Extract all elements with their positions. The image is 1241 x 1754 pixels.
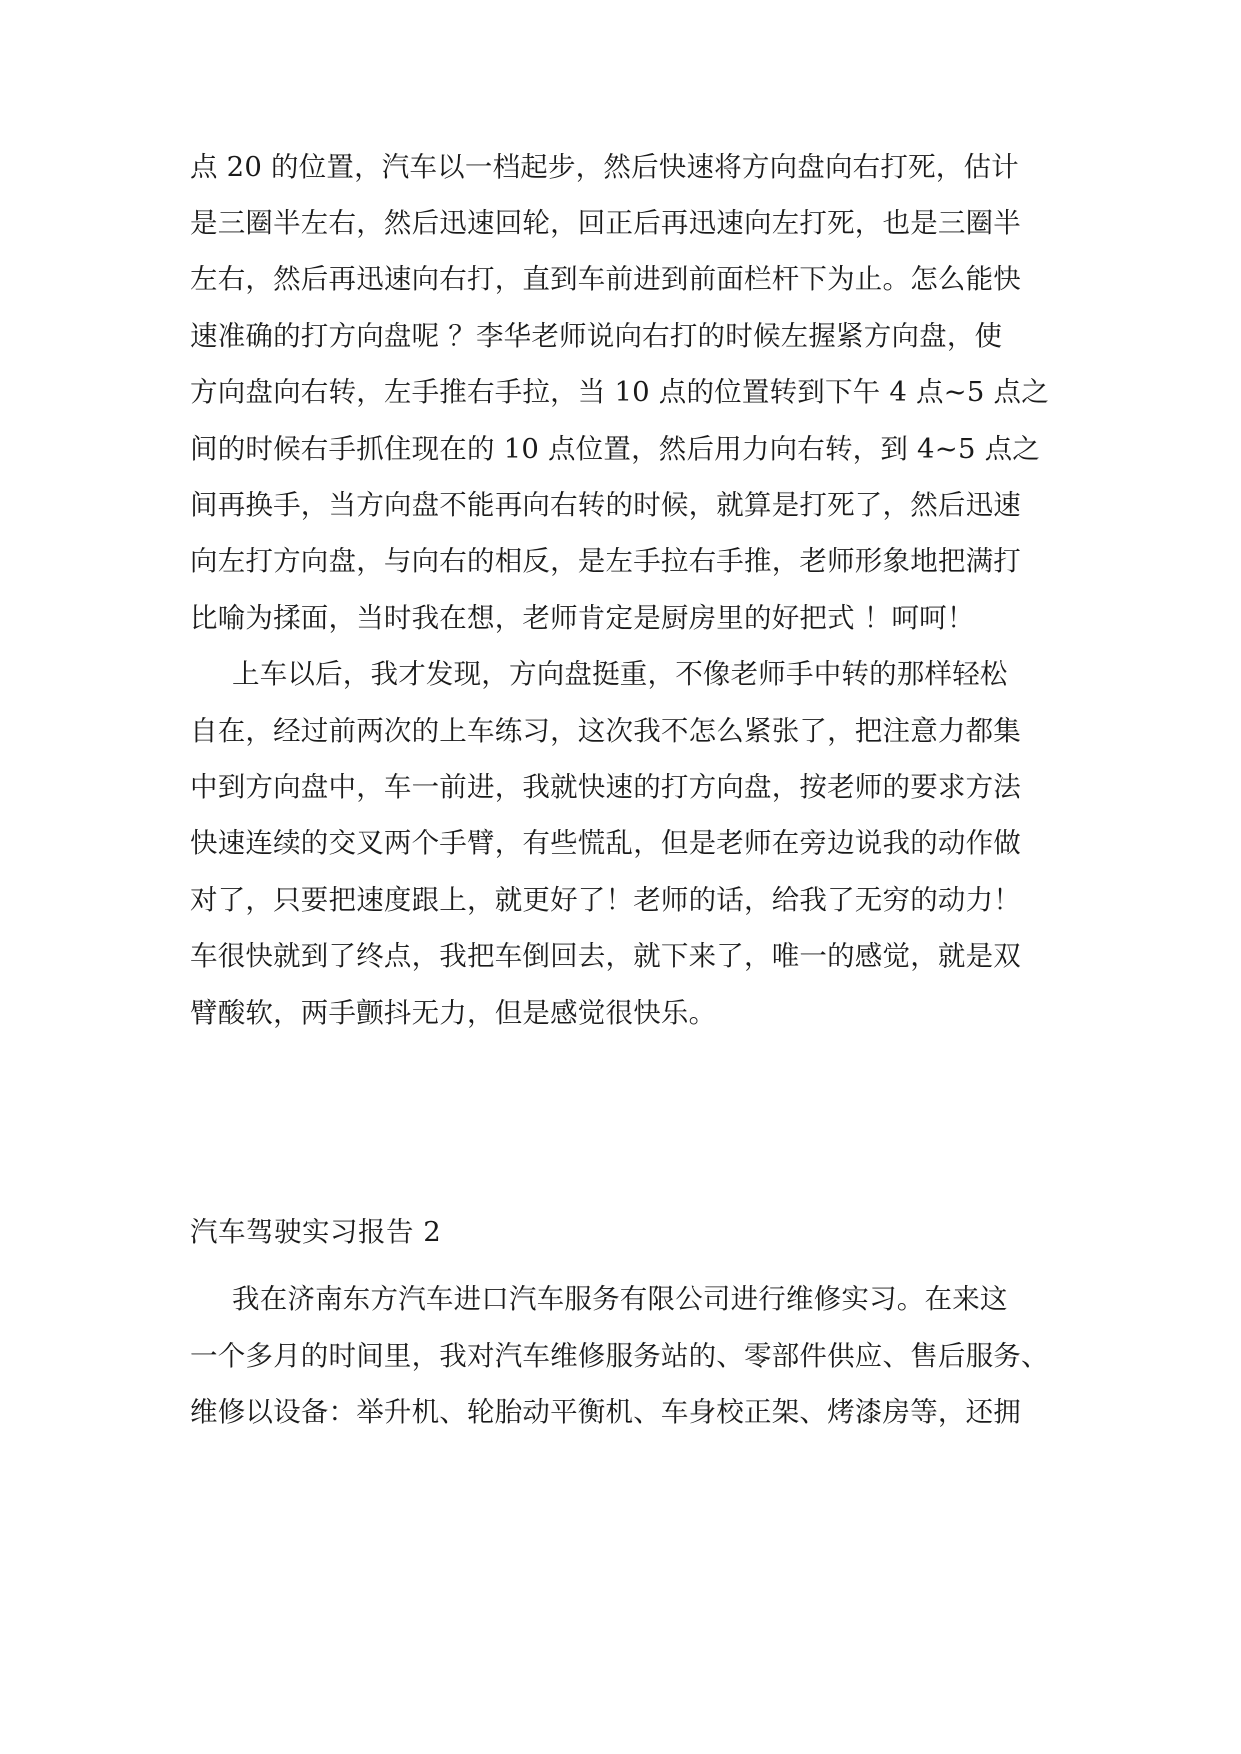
- text-line: 方向盘向右转，左手推右手拉，当 10 点的位置转到下午 4 点~5 点之: [190, 376, 1049, 408]
- text-line: 车很快就到了终点，我把车倒回去，就下来了，唯一的感觉，就是双: [190, 940, 1021, 972]
- text-line: 中到方向盘中，车一前进，我就快速的打方向盘，按老师的要求方法: [190, 771, 1021, 803]
- text-line: 速准确的打方向盘呢 ？李华老师说向右打的时候左握紧方向盘，使: [190, 320, 1003, 352]
- text-line: 自在，经过前两次的上车练习，这次我不怎么紧张了，把注意力都集: [190, 715, 1021, 747]
- text-line: 上车以后，我才发现，方向盘挺重，不像老师手中转的那样轻松: [232, 658, 1008, 690]
- text-line: 向左打方向盘，与向右的相反，是左手拉右手推，老师形象地把满打: [190, 545, 1021, 577]
- text-line: 点 20 的位置，汽车以一档起步，然后快速将方向盘向右打死，估计: [190, 151, 1019, 183]
- text-line: 间的时候右手抓住现在的 10 点位置，然后用力向右转，到 4~5 点之: [190, 433, 1040, 465]
- section-heading: 汽车驾驶实习报告 2: [190, 1216, 442, 1248]
- text-line: 臂酸软，两手颤抖无力，但是感觉很快乐。: [190, 997, 717, 1029]
- text-line: 左右，然后再迅速向右打，直到车前进到前面栏杆下为止。怎么能快: [190, 263, 1021, 295]
- text-line: 比喻为揉面，当时我在想，老师肯定是厨房里的好把式 ！呵呵！: [190, 602, 975, 634]
- text-line: 是三圈半左右，然后迅速回轮，回正后再迅速向左打死，也是三圈半: [190, 207, 1021, 239]
- text-line: 对了，只要把速度跟上，就更好了！老师的话，给我了无穷的动力！: [190, 884, 1021, 916]
- text-line: 间再换手，当方向盘不能再向右转的时候，就算是打死了，然后迅速: [190, 489, 1021, 521]
- text-line: 维修以设备：举升机、轮胎动平衡机、车身校正架、烤漆房等，还拥: [190, 1396, 1021, 1428]
- text-line: 我在济南东方汽车进口汽车服务有限公司进行维修实习。在来这: [232, 1283, 1008, 1315]
- text-line: 一个多月的时间里，我对汽车维修服务站的、零部件供应、售后服务、: [190, 1340, 1049, 1372]
- text-line: 快速连续的交叉两个手臂，有些慌乱，但是老师在旁边说我的动作做: [190, 827, 1021, 859]
